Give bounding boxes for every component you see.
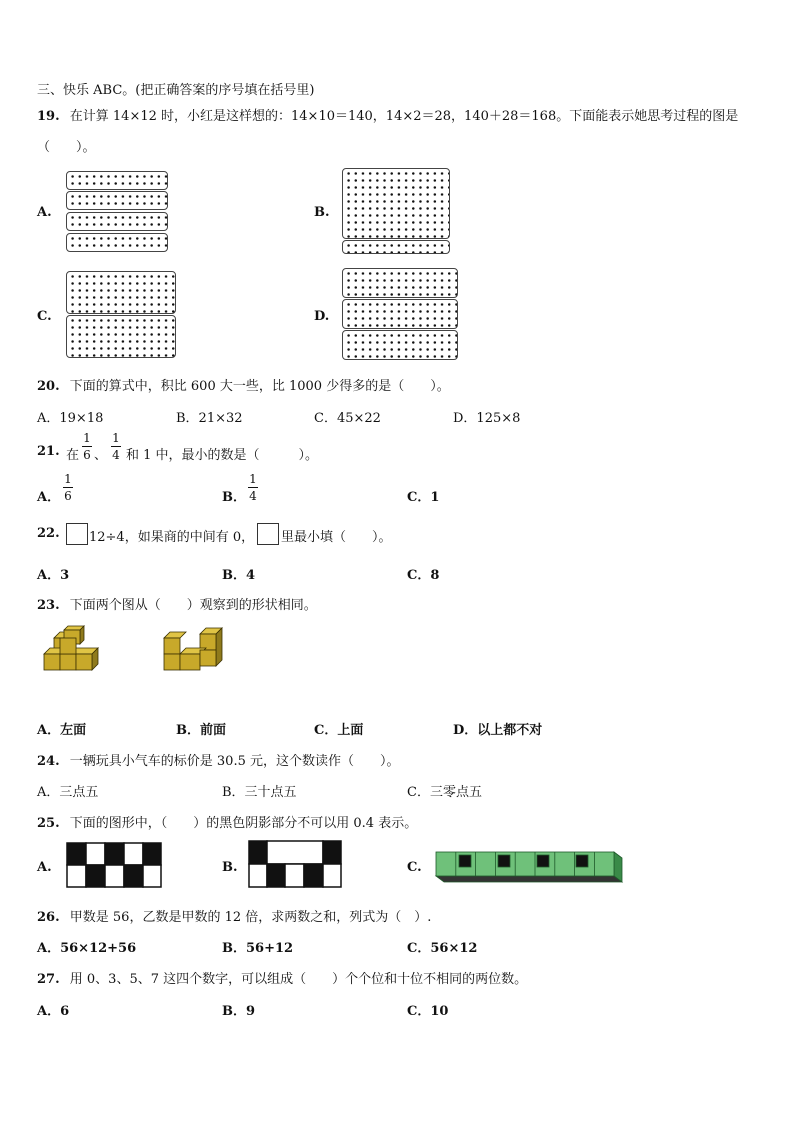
section-title: 三、快乐 ABC。(把正确答案的序号填在括号里) (37, 83, 315, 98)
option-c[interactable]: C．10 (407, 1004, 449, 1019)
option-b-label[interactable]: B． (222, 490, 246, 505)
option-a[interactable]: A．6 (37, 1004, 70, 1019)
dot-strip (66, 191, 168, 210)
option-a-fraction[interactable]: 1 6 (64, 472, 72, 503)
answer-blank: （ ）。 (37, 140, 96, 155)
option-a-grid[interactable] (66, 842, 162, 888)
option-b[interactable]: B．56+12 (222, 941, 294, 956)
option-a-label[interactable]: A． (37, 490, 61, 505)
question-text-b: 和 1 中，最小的数是（ ）。 (126, 448, 319, 463)
option-a[interactable]: A．56×12+56 (37, 941, 137, 956)
cube-figure-left (40, 624, 102, 674)
question-text: 25. 下面的图形中，（ ）的黑色阴影部分不可以用 0.4 表示。 (37, 816, 418, 831)
option-b[interactable]: B．前面 (176, 723, 226, 738)
option-b[interactable]: B．21×32 (176, 411, 243, 426)
option-b[interactable]: B．4 (222, 568, 256, 583)
option-b[interactable]: B．三十点五 (222, 785, 297, 800)
fraction-one-quarter: 1 4 (112, 431, 120, 462)
question-text-b: 里最小填（ ）。 (281, 530, 392, 545)
question-number: 22. (37, 526, 60, 541)
option-c[interactable]: C．1 (407, 490, 440, 505)
option-c-bar[interactable] (434, 850, 624, 884)
option-a[interactable]: A．3 (37, 568, 70, 583)
option-c-label[interactable]: C. (37, 309, 52, 324)
question-text: 20. 下面的算式中，积比 600 大一些，比 1000 少得多的是（ ）。 (37, 379, 450, 394)
cube-figure-right (160, 624, 228, 674)
blank-box[interactable] (257, 523, 279, 545)
fraction-one-sixth: 1 6 (83, 431, 91, 462)
dot-block (342, 268, 458, 298)
option-d[interactable]: D．125×8 (453, 411, 521, 426)
option-a-label[interactable]: A. (37, 205, 52, 220)
dot-strip (66, 233, 168, 252)
question-text: 19. 在计算 14×12 时，小红是这样想的：14×10＝140，14×2＝28，140＋28＝168。下面能表示她思考过程的图是 (37, 109, 739, 124)
dot-strip (66, 171, 168, 190)
dot-block (342, 299, 458, 329)
option-b-fraction[interactable]: 1 4 (249, 472, 257, 503)
option-a[interactable]: A．左面 (37, 723, 87, 738)
dot-block (342, 330, 458, 360)
question-text: 24. 一辆玩具小气车的标价是 30.5 元，这个数读作（ ）。 (37, 754, 400, 769)
option-c[interactable]: C．三零点五 (407, 785, 482, 800)
option-b-label[interactable]: B. (222, 860, 238, 875)
option-c[interactable]: C．45×22 (314, 411, 381, 426)
option-a[interactable]: A．三点五 (37, 785, 99, 800)
dot-block (66, 315, 176, 358)
dot-strip (342, 240, 450, 254)
option-b[interactable]: B．9 (222, 1004, 256, 1019)
option-b-label[interactable]: B. (314, 205, 330, 220)
question-text-a: 在 (66, 448, 80, 463)
option-c[interactable]: C．上面 (314, 723, 364, 738)
question-text: 26. 甲数是 56，乙数是甲数的 12 倍，求两数之和，列式为（ ）. (37, 910, 432, 925)
option-a-label[interactable]: A. (37, 860, 52, 875)
option-c[interactable]: C．8 (407, 568, 440, 583)
dot-block (66, 271, 176, 314)
blank-box[interactable] (66, 523, 88, 545)
dot-block (342, 168, 450, 239)
option-d[interactable]: D．以上都不对 (453, 723, 543, 738)
question-text-a: 12÷4，如果商的中间有 0， (89, 530, 255, 545)
question-text: 27. 用 0、3、5、7 这四个数字，可以组成（ ）个个位和十位不相同的两位数。 (37, 972, 528, 987)
option-a[interactable]: A．19×18 (37, 411, 104, 426)
separator: 、 (94, 448, 108, 463)
option-c-label[interactable]: C. (407, 860, 422, 875)
question-number: 21. (37, 444, 60, 459)
question-text: 23. 下面两个图从（ ）观察到的形状相同。 (37, 598, 317, 613)
option-b-grid[interactable] (248, 840, 342, 888)
option-c[interactable]: C．56×12 (407, 941, 478, 956)
option-d-label[interactable]: D. (314, 309, 330, 324)
dot-strip (66, 212, 168, 231)
